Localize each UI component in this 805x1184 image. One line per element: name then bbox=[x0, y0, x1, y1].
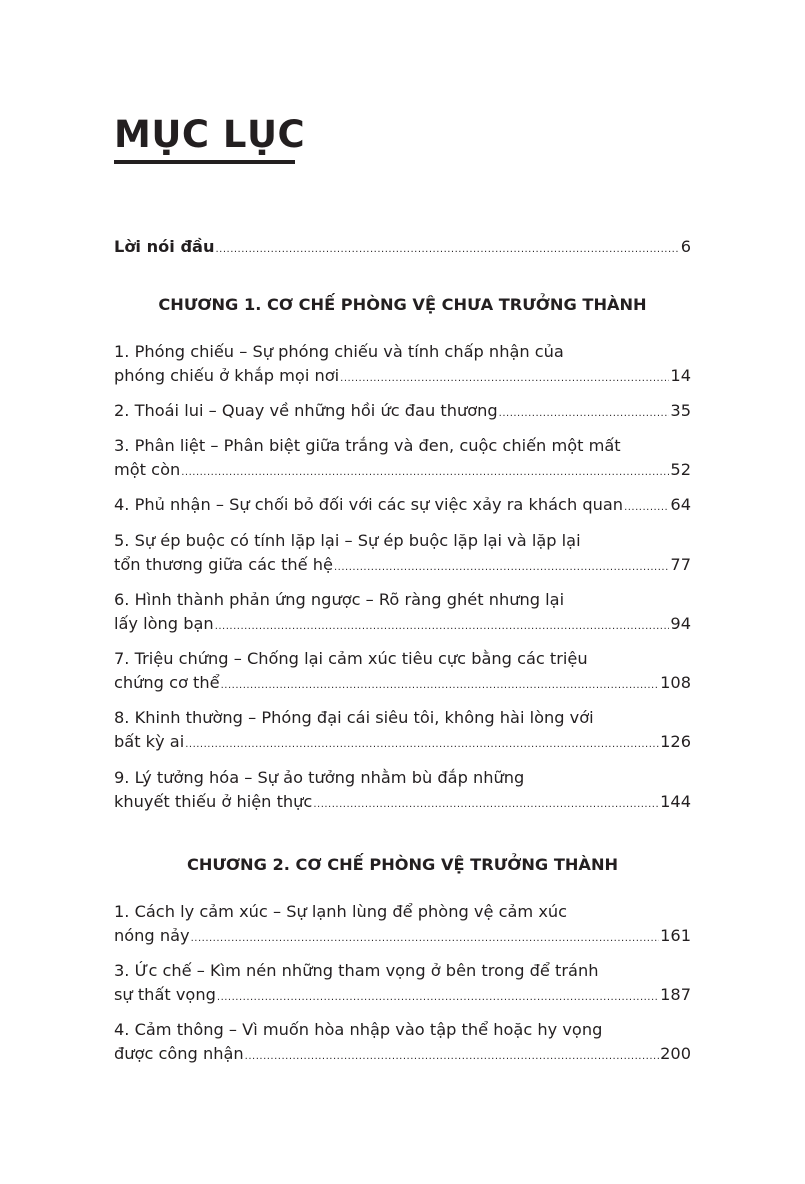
toc-page-number: 77 bbox=[670, 555, 691, 574]
toc-page-number: 187 bbox=[660, 985, 691, 1004]
toc-page-number: 108 bbox=[660, 673, 691, 692]
toc-page-number: 126 bbox=[660, 732, 691, 751]
toc-page-number: 64 bbox=[670, 495, 691, 514]
toc-entry[interactable] bbox=[114, 766, 691, 817]
toc-entry[interactable] bbox=[114, 706, 691, 757]
toc-entry-line1: 5. Sự ép buộc có tính lặp lại – Sự ép buộc lặp lại và lặp lại bbox=[114, 531, 581, 550]
toc-entry[interactable] bbox=[114, 529, 691, 580]
toc-page-number: 200 bbox=[660, 1044, 691, 1063]
dot-leader bbox=[215, 615, 670, 639]
dot-leader bbox=[191, 927, 659, 951]
toc-entry-line1: 8. Khinh thường – Phóng đại cái siêu tôi, không hài lòng với bbox=[114, 708, 594, 727]
toc-page-number: 94 bbox=[670, 614, 691, 633]
toc-entry-line1: 4. Cảm thông – Vì muốn hòa nhập vào tập thể hoặc hy vọng bbox=[114, 1020, 603, 1039]
toc-entry-line2: một còn bbox=[114, 460, 181, 479]
toc-entry-line1: 1. Phóng chiếu – Sự phóng chiếu và tính chấp nhận của bbox=[114, 342, 564, 361]
toc-entry-line1: 1. Cách ly cảm xúc – Sự lạnh lùng để phòng vệ cảm xúc bbox=[114, 902, 568, 921]
toc-entry-text: 4. Phủ nhận – Sự chối bỏ đối với các sự việc xảy ra khách quan bbox=[114, 495, 624, 514]
toc-entry-line1: 6. Hình thành phản ứng ngược – Rõ ràng ghét nhưng lại bbox=[114, 590, 565, 609]
title-underline bbox=[114, 160, 295, 164]
dot-leader bbox=[499, 402, 670, 426]
dot-leader bbox=[313, 793, 659, 817]
toc-entry[interactable] bbox=[114, 900, 691, 951]
toc-entry-line2: khuyết thiếu ở hiện thực bbox=[114, 792, 313, 811]
dot-leader bbox=[624, 496, 669, 520]
toc-entry[interactable] bbox=[114, 959, 691, 1010]
toc-entry-line2: lấy lòng bạn bbox=[114, 614, 214, 633]
toc-entry-text: 2. Thoái lui – Quay về những hồi ức đau thương bbox=[114, 401, 498, 420]
dot-leader bbox=[185, 733, 659, 757]
toc-entry-line2: được công nhận bbox=[114, 1044, 244, 1063]
dot-leader bbox=[217, 986, 659, 1010]
toc-page-number: 14 bbox=[670, 366, 691, 385]
toc-entry-line1: 3. Ức chế – Kìm nén những tham vọng ở bên trong để tránh bbox=[114, 961, 599, 980]
toc-entry-line2: phóng chiếu ở khắp mọi nơi bbox=[114, 366, 340, 385]
toc-entry[interactable] bbox=[114, 340, 691, 391]
toc-page-number: 52 bbox=[670, 460, 691, 479]
toc-page-number: 6 bbox=[680, 237, 691, 256]
toc-entry[interactable] bbox=[114, 1018, 691, 1069]
toc-entry[interactable] bbox=[114, 588, 691, 639]
toc-entry[interactable] bbox=[114, 399, 691, 426]
toc-page-number: 161 bbox=[660, 926, 691, 945]
dot-leader bbox=[245, 1045, 659, 1069]
page-title: MỤC LỤC bbox=[114, 113, 306, 156]
dot-leader bbox=[215, 238, 679, 262]
toc-entry-line2: nóng nảy bbox=[114, 926, 190, 945]
toc-page-number: 35 bbox=[670, 401, 691, 420]
toc-page-number: 144 bbox=[660, 792, 691, 811]
dot-leader bbox=[340, 367, 669, 391]
toc-entry-line2: bất kỳ ai bbox=[114, 732, 185, 751]
toc-entry-line1: 7. Triệu chứng – Chống lại cảm xúc tiêu cực bằng các triệu bbox=[114, 649, 588, 668]
dot-leader bbox=[181, 461, 669, 485]
toc-entry-text: Lời nói đầu bbox=[114, 237, 215, 256]
dot-leader bbox=[221, 674, 659, 698]
toc-entry-line2: tổn thương giữa các thế hệ bbox=[114, 555, 333, 574]
toc-entry-line2: sự thất vọng bbox=[114, 985, 216, 1004]
dot-leader bbox=[334, 556, 669, 580]
toc-entry[interactable] bbox=[114, 647, 691, 698]
toc-entry[interactable] bbox=[114, 434, 691, 485]
toc-entry-line1: 3. Phân liệt – Phân biệt giữa trắng và đen, cuộc chiến một mất bbox=[114, 436, 621, 455]
toc-entry-preface[interactable] bbox=[114, 235, 691, 262]
toc-entry[interactable] bbox=[114, 493, 691, 520]
chapter-heading-1: CHƯƠNG 1. CƠ CHẾ PHÒNG VỆ CHƯA TRƯỞNG THÀNH bbox=[158, 295, 647, 314]
toc-entry-line2: chứng cơ thể bbox=[114, 673, 220, 692]
chapter-heading-2: CHƯƠNG 2. CƠ CHẾ PHÒNG VỆ TRƯỞNG THÀNH bbox=[186, 855, 619, 874]
toc-entry-line1: 9. Lý tưởng hóa – Sự ảo tưởng nhằm bù đắp những bbox=[114, 768, 525, 787]
